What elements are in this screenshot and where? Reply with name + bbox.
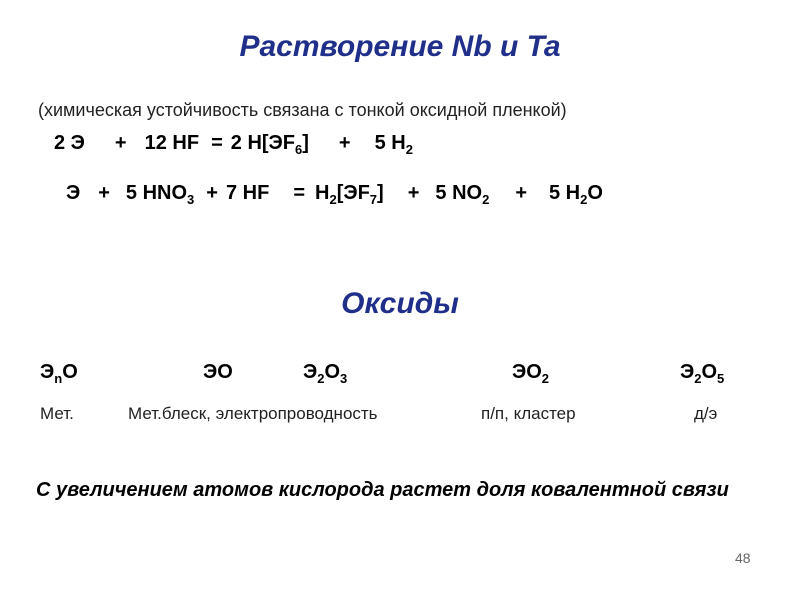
eq2-product-1: $H_2[ЭF_7]$ bbox=[315, 182, 384, 207]
eq2-plus-4: + bbox=[515, 182, 527, 204]
slide-title: Растворение Nb и Ta bbox=[239, 30, 561, 63]
subtitle-note: (химическая устойчивость связана с тонкой оксидной пленкой) bbox=[38, 100, 567, 120]
eq1-product-2: 5 $H_2$ bbox=[374, 132, 413, 157]
eq1-product-1: 2 $H[ЭF_6]$ bbox=[230, 132, 309, 157]
eq2-product-2: 5 $NO_2$ bbox=[435, 182, 490, 207]
oxide-formula-eo: ЭO bbox=[203, 361, 233, 383]
eq2-product-3: 5 $H_2O$ bbox=[549, 182, 603, 207]
eq1-plus-1: + bbox=[114, 132, 127, 154]
conclusion-text: С увеличением атомов кислорода растет доля ковалентной связи bbox=[36, 479, 729, 501]
equation-hno3-hf bbox=[66, 182, 603, 205]
oxide-property-semiconductor: п/п, кластер bbox=[481, 404, 576, 423]
eq2-plus-1: + bbox=[98, 182, 110, 204]
eq1-reactant-1: 2 Э bbox=[54, 132, 85, 154]
oxide-formula-eno: $Э_nO$ bbox=[40, 361, 78, 386]
eq1-reactant-2: 12 HF bbox=[144, 132, 200, 154]
oxide-formula-eo2: $ЭO_2$ bbox=[512, 361, 550, 386]
oxide-property-metal: Мет. bbox=[40, 404, 74, 423]
oxide-property-dielectric: д/э bbox=[694, 404, 718, 423]
eq1-plus-2: + bbox=[338, 132, 351, 154]
equation-hf bbox=[54, 132, 413, 155]
eq2-plus-2: + bbox=[206, 182, 218, 204]
oxide-formula-e2o3: $Э_2O_3$ bbox=[303, 361, 348, 386]
eq2-reactant-3: 7 HF bbox=[225, 182, 270, 204]
eq2-reactant-1: Э bbox=[66, 182, 81, 204]
eq1-equals: = bbox=[211, 132, 223, 154]
eq2-reactant-2: 5 $HNO_3$ bbox=[125, 182, 195, 207]
eq2-equals: = bbox=[293, 182, 305, 204]
oxide-property-luster: Мет.блеск, электропроводность bbox=[128, 404, 378, 423]
page-number: 48 bbox=[735, 550, 751, 566]
eq2-plus-3: + bbox=[407, 182, 420, 204]
oxides-heading: Оксиды bbox=[341, 287, 459, 320]
oxide-formula-e2o5: $Э_2O_5$ bbox=[680, 361, 725, 386]
